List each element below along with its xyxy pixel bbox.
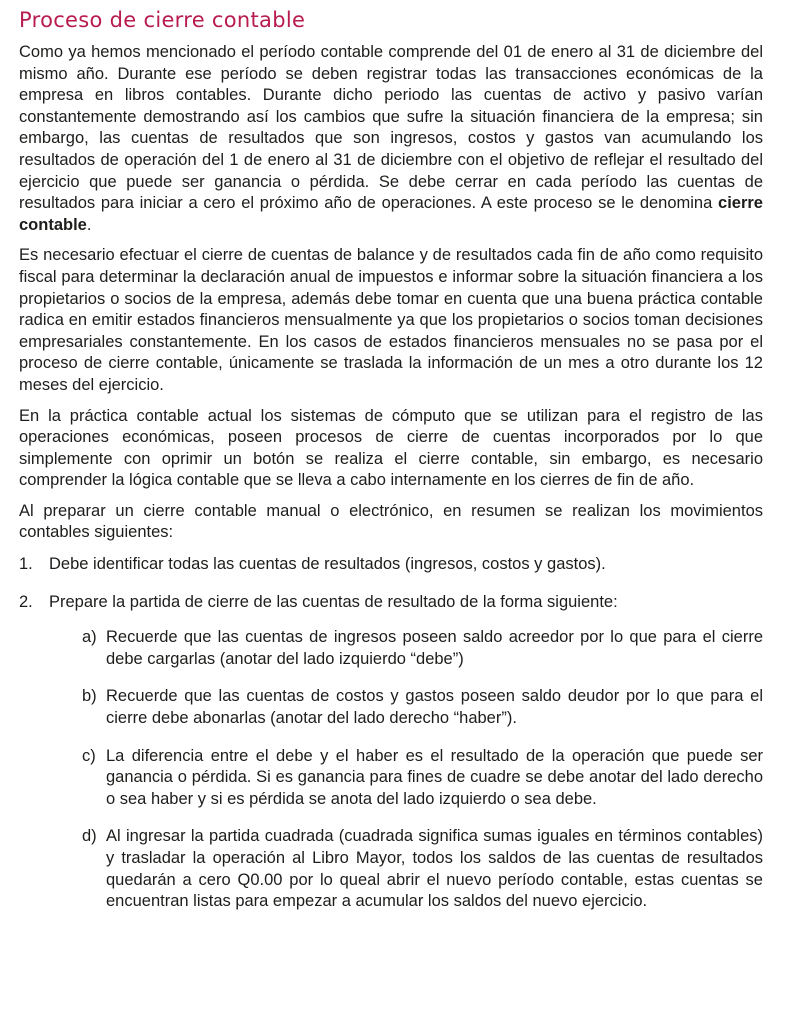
- substep-letter: d): [82, 827, 97, 846]
- substep-text: Recuerde que las cuentas de ingresos poseen saldo acreedor por lo que para el cierre debe cargarlas (anotar del lado izquierdo “debe”): [106, 628, 763, 668]
- step-number: 1.: [19, 555, 33, 574]
- paragraph-1-end: .: [86, 215, 92, 234]
- substeps-list: [49, 627, 763, 913]
- substep-item: [49, 627, 763, 670]
- substep-item: [49, 826, 763, 912]
- substep-text: Recuerde que las cuentas de costos y gastos poseen saldo deudor por lo que para el cierre debe abonarlas (anotar del lado derecho “haber”).: [106, 687, 763, 728]
- substep-letter: b): [82, 687, 97, 706]
- substep-letter: c): [82, 746, 96, 765]
- document-page: [19, 8, 763, 929]
- step-item: [19, 554, 763, 576]
- step-text: Debe identificar todas las cuentas de resultados (ingresos, costos y gastos).: [49, 555, 606, 574]
- steps-list: [19, 554, 763, 913]
- page-title: Proceso de cierre contable: [19, 8, 306, 32]
- step-item: [19, 592, 763, 913]
- substep-item: [49, 746, 763, 811]
- paragraph-2: Es necesario efectuar el cierre de cuentas de balance y de resultados cada fin de año como requisito fiscal para determinar la declaración anual de impuestos e informar sobre la situación financiera a los propietarios o socios de la empresa, además debe tomar en cuenta que una buena práctica contable radica en emitir estados financieros mensualmente ya que los propietarios o socios toman decisiones empresariales constantemente. En los casos de estados financieros mensuales no se pasa por el proceso de cierre contable, únicamente se traslada la información de un mes a otro durante los 12 meses del ejercicio.: [19, 246, 763, 394]
- paragraph-4: Al preparar un cierre contable manual o electrónico, en resumen se realizan los movimientos contables siguientes:: [19, 501, 763, 542]
- substep-item: [49, 686, 763, 729]
- paragraph-3: En la práctica contable actual los sistemas de cómputo que se utilizan para el registro de las operaciones económicas, poseen procesos de cierre de cuentas incorporados por lo que simplemente con oprimir un botón se realiza el cierre contable, sin embargo, es necesario comprender la lógica contable que se lleva a cabo internamente en los cierres de fin de año.: [19, 406, 763, 490]
- paragraph-1: [19, 42, 763, 236]
- paragraph-1-bold: cierre contable: [19, 194, 763, 234]
- step-text: Prepare la partida de cierre de las cuentas de resultado de la forma siguiente:: [49, 592, 618, 611]
- paragraph-1-text: Como ya hemos mencionado el período contable comprende del 01 de enero al 31 de diciembre del mismo año. Durante ese período se deben registrar todas las transacciones económicas de la empresa en libros contables. Durante dicho periodo las cuentas de activo y pasivo varían constantemente demostrando así los cambios que sufre la situación financiera de la empresa; sin embargo, las cuentas de resultados que son ingresos, costos y gastos van acumulando los resultados de operación del 1 de enero al 31 de diciembre con el objetivo de reflejar el resultado del ejercicio que puede ser ganancia o pérdida. Se debe cerrar en cada período las cuentas de resultados para iniciar a cero el próximo año de operaciones. A este proceso se le denomina: [19, 43, 763, 213]
- substep-letter: a): [82, 628, 97, 647]
- substep-text: La diferencia entre el debe y el haber es el resultado de la operación que puede ser ganancia o pérdida. Si es ganancia para fines de cuadre se debe anotar del lado derecho o sea haber y si es pérdida se anota del lado izquierdo o sea debe.: [106, 746, 763, 808]
- substep-text: Al ingresar la partida cuadrada (cuadrada significa sumas iguales en términos contables) y trasladar la operación al Libro Mayor, todos los saldos de las cuentas de resultados quedarán a cero Q0.00 por lo queal abrir el nuevo período contable, estas cuentas se encuentran listas para empezar a acumular los saldos del nuevo ejercicio.: [106, 827, 763, 911]
- step-number: 2.: [19, 592, 33, 611]
